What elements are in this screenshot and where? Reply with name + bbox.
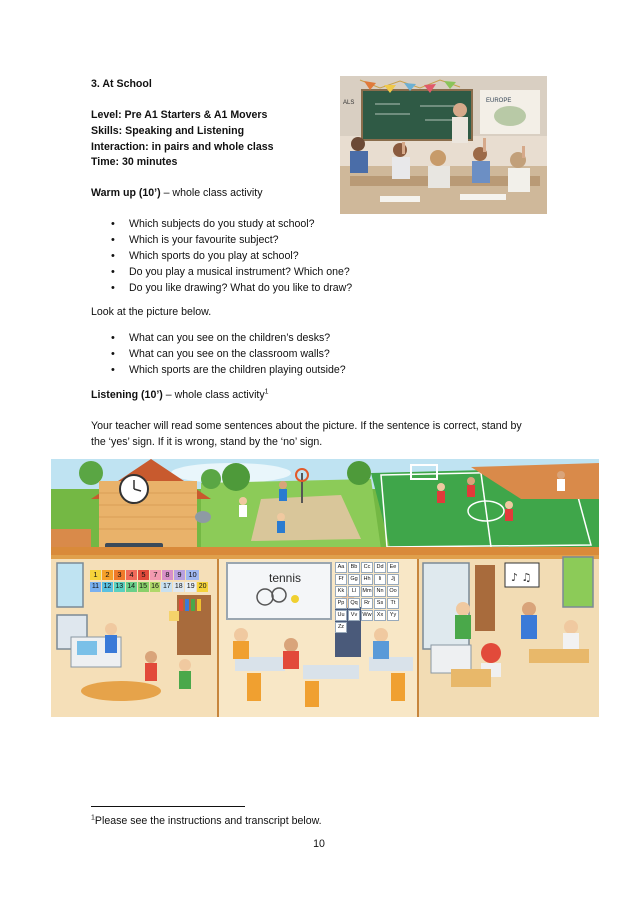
interaction-line: Interaction: in pairs and whole class	[91, 141, 274, 153]
list-item: • Which sports are the children playing outside?	[129, 362, 346, 378]
listening-title: Listening (10’)	[91, 389, 163, 401]
number-cell: 7	[150, 570, 161, 580]
alphabet-cell: Qq	[348, 598, 360, 609]
alphabet-cell: Ff	[335, 574, 347, 585]
number-cell: 1	[90, 570, 101, 580]
alphabet-cell: Ww	[361, 610, 373, 621]
list-item: • What can you see on the classroom walls?	[129, 346, 346, 362]
list-item: • What can you see on the children’s desks?	[129, 330, 346, 346]
warmup-heading	[91, 185, 263, 201]
alphabet-cell: Oo	[387, 586, 399, 597]
number-cell: 9	[174, 570, 185, 580]
listening-text-2: the ‘yes’ sign. If it is wrong, stand by the ‘no’ sign.	[91, 436, 323, 448]
number-cell: 3	[114, 570, 125, 580]
time-line: Time: 30 minutes	[91, 156, 178, 168]
alphabet-cell: Xx	[374, 610, 386, 621]
school-illustration	[51, 459, 599, 717]
look-intro: Look at the picture below.	[91, 306, 212, 318]
board-word: tennis	[268, 571, 302, 585]
level-line: Level: Pre A1 Starters & A1 Movers	[91, 109, 268, 121]
alphabet-cell: Ll	[348, 586, 360, 597]
alphabet-cell: Dd	[374, 562, 386, 573]
photo-board-right: EUROPE	[486, 98, 512, 104]
number-cell: 15	[139, 583, 147, 590]
alphabet-cell: Cc	[361, 562, 373, 573]
number-cell: 17	[162, 583, 171, 590]
number-cell: 4	[126, 570, 137, 580]
svg-text:♪ ♫: ♪ ♫	[511, 571, 532, 584]
alphabet-cell: Zz	[335, 622, 347, 633]
footnote-text: Please see the instructions and transcript below.	[94, 815, 322, 827]
look-questions	[129, 330, 346, 378]
listening-heading	[91, 387, 269, 403]
list-item: • Which is your favourite subject?	[129, 232, 352, 248]
alphabet-cell: Yy	[387, 610, 399, 621]
alphabet-cell: Mm	[361, 586, 373, 597]
page-number: 10	[313, 838, 325, 850]
number-cell: 11	[91, 583, 100, 590]
number-cell: 19	[186, 583, 195, 590]
warmup-questions	[129, 216, 352, 296]
alphabet-cell: Ee	[387, 562, 399, 573]
number-cell: 12	[103, 583, 112, 590]
alphabet-chart	[335, 562, 411, 633]
alphabet-cell: Gg	[348, 574, 360, 585]
section-heading: 3. At School	[91, 78, 152, 90]
number-cell: 5	[138, 570, 149, 580]
alphabet-cell: Vv	[348, 610, 360, 621]
alphabet-cell: Kk	[335, 586, 347, 597]
alphabet-cell: Jj	[387, 574, 399, 585]
alphabet-cell: Aa	[335, 562, 347, 573]
photo-board-left: ALS	[343, 100, 355, 106]
numbers-row-1	[90, 570, 208, 580]
alphabet-cell: Ss	[374, 598, 386, 609]
footnote-rule	[91, 806, 245, 807]
warmup-title: Warm up (10’)	[91, 187, 161, 199]
numbers-row-2	[90, 582, 208, 592]
alphabet-cell: Pp	[335, 598, 347, 609]
listening-text-1: Your teacher will read some sentences about the picture. If the sentence is correct, stand by	[91, 420, 522, 432]
alphabet-cell: Tt	[387, 598, 399, 609]
listening-rest: – whole class activity	[162, 389, 265, 401]
number-cell: 13	[115, 583, 124, 590]
number-cell: 10	[186, 570, 199, 580]
footnote-ref: 1	[264, 388, 269, 396]
footnote	[91, 813, 322, 829]
number-cell: 2	[102, 570, 113, 580]
alphabet-cell: Rr	[361, 598, 373, 609]
alphabet-cell: Hh	[361, 574, 373, 585]
number-cell: 8	[162, 570, 173, 580]
number-cell: 20	[198, 583, 207, 590]
number-cell: 18	[174, 583, 183, 590]
list-item: • Do you play a musical instrument? Which one?	[129, 264, 352, 280]
warmup-rest: – whole class activity	[160, 187, 263, 199]
number-cell: 16	[151, 583, 159, 590]
alphabet-cell: Nn	[374, 586, 386, 597]
numbers-chart	[90, 570, 208, 592]
skills-line: Skills: Speaking and Listening	[91, 125, 245, 137]
list-item: • Do you like drawing? What do you like to draw?	[129, 280, 352, 296]
number-cell: 14	[127, 583, 136, 590]
alphabet-cell: Bb	[348, 562, 360, 573]
list-item: • Which subjects do you study at school?	[129, 216, 352, 232]
alphabet-cell: Uu	[335, 610, 347, 621]
footnote-marker: 1	[91, 814, 95, 822]
classroom-photo	[340, 76, 547, 214]
alphabet-cell: Ii	[374, 574, 386, 585]
list-item: • Which sports do you play at school?	[129, 248, 352, 264]
